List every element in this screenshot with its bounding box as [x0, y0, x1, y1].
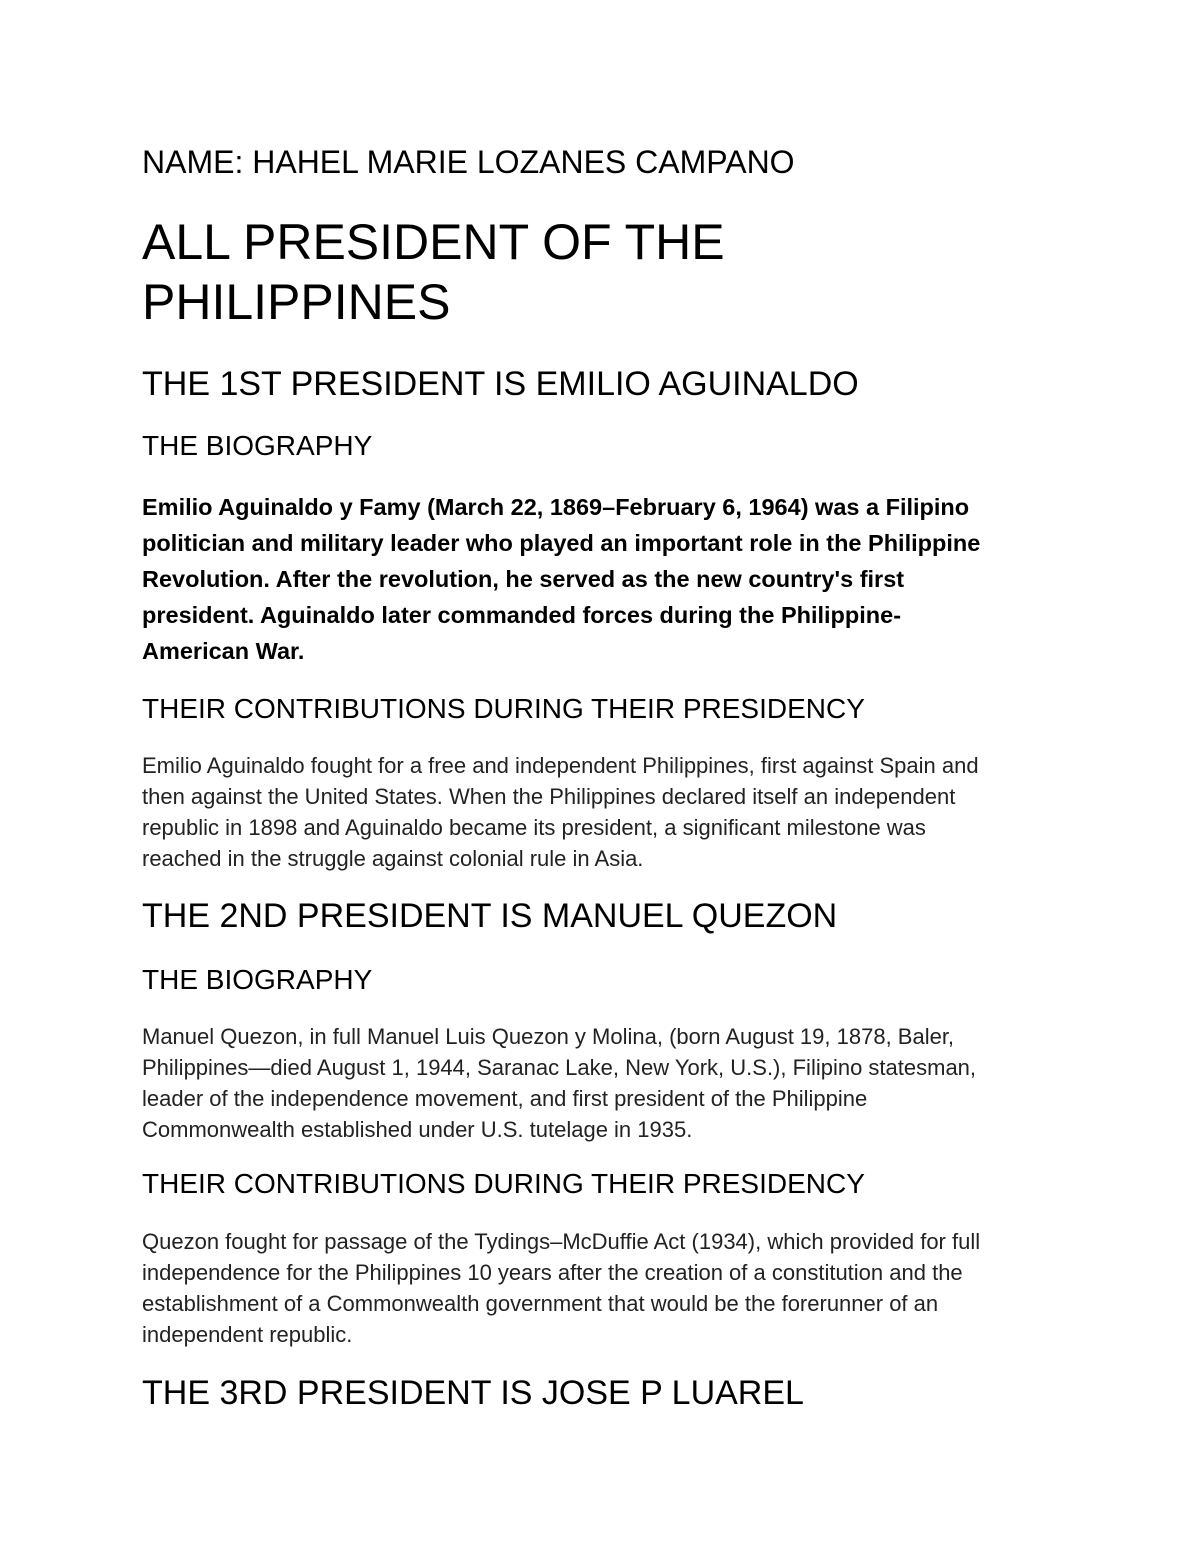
paragraph-line: Quezon fought for passage of the Tydings–McDuffie Act (1934), which provided for full [142, 1229, 981, 1254]
paragraph-line: republic in 1898 and Aguinaldo became its president, a significant milestone was [142, 815, 926, 840]
paragraph-line: Emilio Aguinaldo y Famy (March 22, 1869–February 6, 1964) was a Filipino [142, 494, 970, 520]
section-heading-president-3: THE 3RD PRESIDENT IS JOSE P LUAREL [142, 1374, 804, 1412]
contributions-heading: THEIR CONTRIBUTIONS DURING THEIR PRESIDENCY [142, 693, 865, 724]
title-line: PHILIPPINES [142, 274, 451, 330]
paragraph-line: Manuel Quezon, in full Manuel Luis Quezon y Molina, (born August 19, 1878, Baler, [142, 1024, 955, 1049]
paragraph-line: politician and military leader who played an important role in the Philippine [142, 530, 981, 556]
paragraph-line: Philippines—died August 1, 1944, Saranac Lake, New York, U.S.), Filipino statesman, [142, 1055, 977, 1080]
biography-paragraph [142, 489, 1067, 669]
document-title [142, 212, 1022, 332]
contributions-paragraph [142, 750, 1042, 874]
paragraph-line: Revolution. After the revolution, he served as the new country's first [142, 566, 905, 592]
paragraph-line: reached in the struggle against colonial rule in Asia. [142, 846, 644, 871]
paragraph-line: president. Aguinaldo later commanded forces during the Philippine- [142, 602, 902, 628]
paragraph-line: leader of the independence movement, and first president of the Philippine [142, 1086, 868, 1111]
biography-heading: THE BIOGRAPHY [142, 430, 373, 461]
biography-paragraph [142, 1021, 1042, 1145]
section-heading-president-1: THE 1ST PRESIDENT IS EMILIO AGUINALDO [142, 365, 859, 403]
contributions-paragraph [142, 1226, 1042, 1350]
paragraph-line: American War. [142, 638, 305, 664]
paragraph-line: independent republic. [142, 1322, 353, 1347]
paragraph-line: establishment of a Commonwealth government that would be the forerunner of an [142, 1291, 939, 1316]
paragraph-line: Commonwealth established under U.S. tutelage in 1935. [142, 1117, 693, 1142]
paragraph-line: then against the United States. When the Philippines declared itself an independent [142, 784, 956, 809]
paragraph-line: independence for the Philippines 10 years after the creation of a constitution and the [142, 1260, 963, 1285]
section-heading-president-2: THE 2ND PRESIDENT IS MANUEL QUEZON [142, 897, 838, 935]
biography-heading: THE BIOGRAPHY [142, 964, 373, 995]
contributions-heading: THEIR CONTRIBUTIONS DURING THEIR PRESIDENCY [142, 1168, 865, 1199]
student-name: NAME: HAHEL MARIE LOZANES CAMPANO [142, 144, 795, 180]
title-line: ALL PRESIDENT OF THE [142, 214, 725, 270]
paragraph-line: Emilio Aguinaldo fought for a free and independent Philippines, first against Spain and [142, 753, 979, 778]
